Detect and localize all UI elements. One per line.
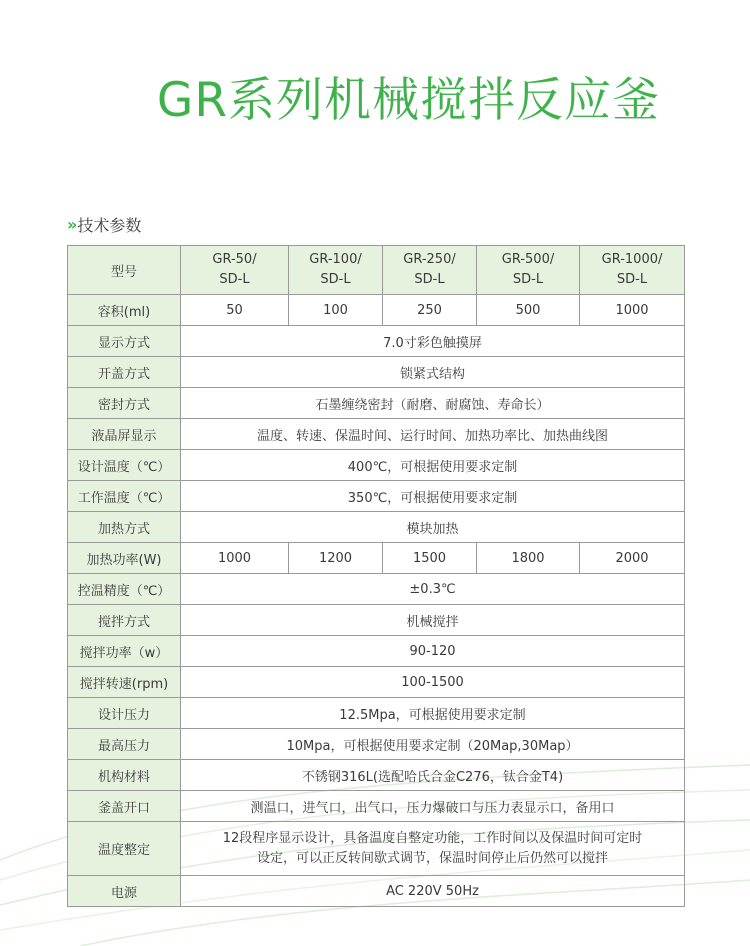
- row-value: 1800: [477, 543, 580, 574]
- row-label: 机构材料: [68, 760, 181, 791]
- row-value: 1000: [580, 295, 685, 326]
- row-label: 显示方式: [68, 326, 181, 357]
- table-row: [68, 388, 685, 419]
- spec-table: [67, 245, 685, 907]
- row-value: 模块加热: [181, 512, 685, 543]
- section-heading: [67, 212, 141, 236]
- row-label: 液晶屏显示: [68, 419, 181, 450]
- table-row: [68, 512, 685, 543]
- row-label: 最高压力: [68, 729, 181, 760]
- row-value: 400℃，可根据使用要求定制: [181, 450, 685, 481]
- table-row: [68, 791, 685, 822]
- row-label: 搅拌功率（w）: [68, 636, 181, 667]
- table-row: [68, 450, 685, 481]
- row-label: 设计温度（℃）: [68, 450, 181, 481]
- table-row: [68, 357, 685, 388]
- row-value: 石墨缠绕密封（耐磨、耐腐蚀、寿命长）: [181, 388, 685, 419]
- table-row: [68, 326, 685, 357]
- page-title: GR系列机械搅拌反应釜: [156, 73, 660, 128]
- row-label: 釜盖开口: [68, 791, 181, 822]
- row-value: 1500: [383, 543, 477, 574]
- row-label: 开盖方式: [68, 357, 181, 388]
- row-label: 温度整定: [68, 822, 181, 876]
- row-value: 不锈钢316L(选配哈氏合金C276，钛合金T4): [181, 760, 685, 791]
- row-value: 12.5Mpa，可根据使用要求定制: [181, 698, 685, 729]
- table-row: [68, 543, 685, 574]
- table-row: [68, 876, 685, 907]
- header-label: 型号: [68, 246, 181, 295]
- row-value: ±0.3℃: [181, 574, 685, 605]
- table-row: [68, 698, 685, 729]
- table-row: [68, 636, 685, 667]
- row-value: 温度、转速、保温时间、运行时间、加热功率比、加热曲线图: [181, 419, 685, 450]
- section-label: 技术参数: [77, 215, 142, 235]
- row-value: 250: [383, 295, 477, 326]
- row-value: 10Mpa，可根据使用要求定制（20Map,30Map）: [181, 729, 685, 760]
- row-value: 锁紧式结构: [181, 357, 685, 388]
- table-row: [68, 419, 685, 450]
- row-value: 2000: [580, 543, 685, 574]
- row-label: 设计压力: [68, 698, 181, 729]
- row-label: 搅拌转速(rpm): [68, 667, 181, 698]
- row-value: 1200: [289, 543, 383, 574]
- row-value: 350℃，可根据使用要求定制: [181, 481, 685, 512]
- model-cell: GR-500/ SD-L: [477, 246, 580, 295]
- row-label: 加热方式: [68, 512, 181, 543]
- table-row: [68, 574, 685, 605]
- row-value: AC 220V 50Hz: [181, 876, 685, 907]
- row-value: 100-1500: [181, 667, 685, 698]
- table-row: [68, 729, 685, 760]
- row-label: 加热功率(W): [68, 543, 181, 574]
- row-value: 7.0寸彩色触摸屏: [181, 326, 685, 357]
- row-label: 容积(ml): [68, 295, 181, 326]
- model-cell: GR-1000/ SD-L: [580, 246, 685, 295]
- row-value: 测温口，进气口，出气口，压力爆破口与压力表显示口，备用口: [181, 791, 685, 822]
- table-row: [68, 605, 685, 636]
- table-row: [68, 760, 685, 791]
- row-label: 搅拌方式: [68, 605, 181, 636]
- row-value: 12段程序显示设计，具备温度自整定功能，工作时间以及保温时间可定时 设定，可以正反转间歇式调节，保温时间停止后仍然可以搅拌: [181, 822, 685, 876]
- row-label: 工作温度（℃）: [68, 481, 181, 512]
- table-row: [68, 295, 685, 326]
- table-header-row: [68, 246, 685, 295]
- row-value: 50: [181, 295, 289, 326]
- model-cell: GR-50/ SD-L: [181, 246, 289, 295]
- row-label: 电源: [68, 876, 181, 907]
- row-value: 1000: [181, 543, 289, 574]
- model-cell: GR-250/ SD-L: [383, 246, 477, 295]
- row-value: 100: [289, 295, 383, 326]
- row-value: 机械搅拌: [181, 605, 685, 636]
- chevron-right-icon: »: [67, 214, 75, 234]
- model-cell: GR-100/ SD-L: [289, 246, 383, 295]
- row-value: 500: [477, 295, 580, 326]
- table-row: [68, 667, 685, 698]
- row-label: 控温精度（℃）: [68, 574, 181, 605]
- table-row: [68, 481, 685, 512]
- row-value: 90-120: [181, 636, 685, 667]
- table-row: [68, 822, 685, 876]
- row-label: 密封方式: [68, 388, 181, 419]
